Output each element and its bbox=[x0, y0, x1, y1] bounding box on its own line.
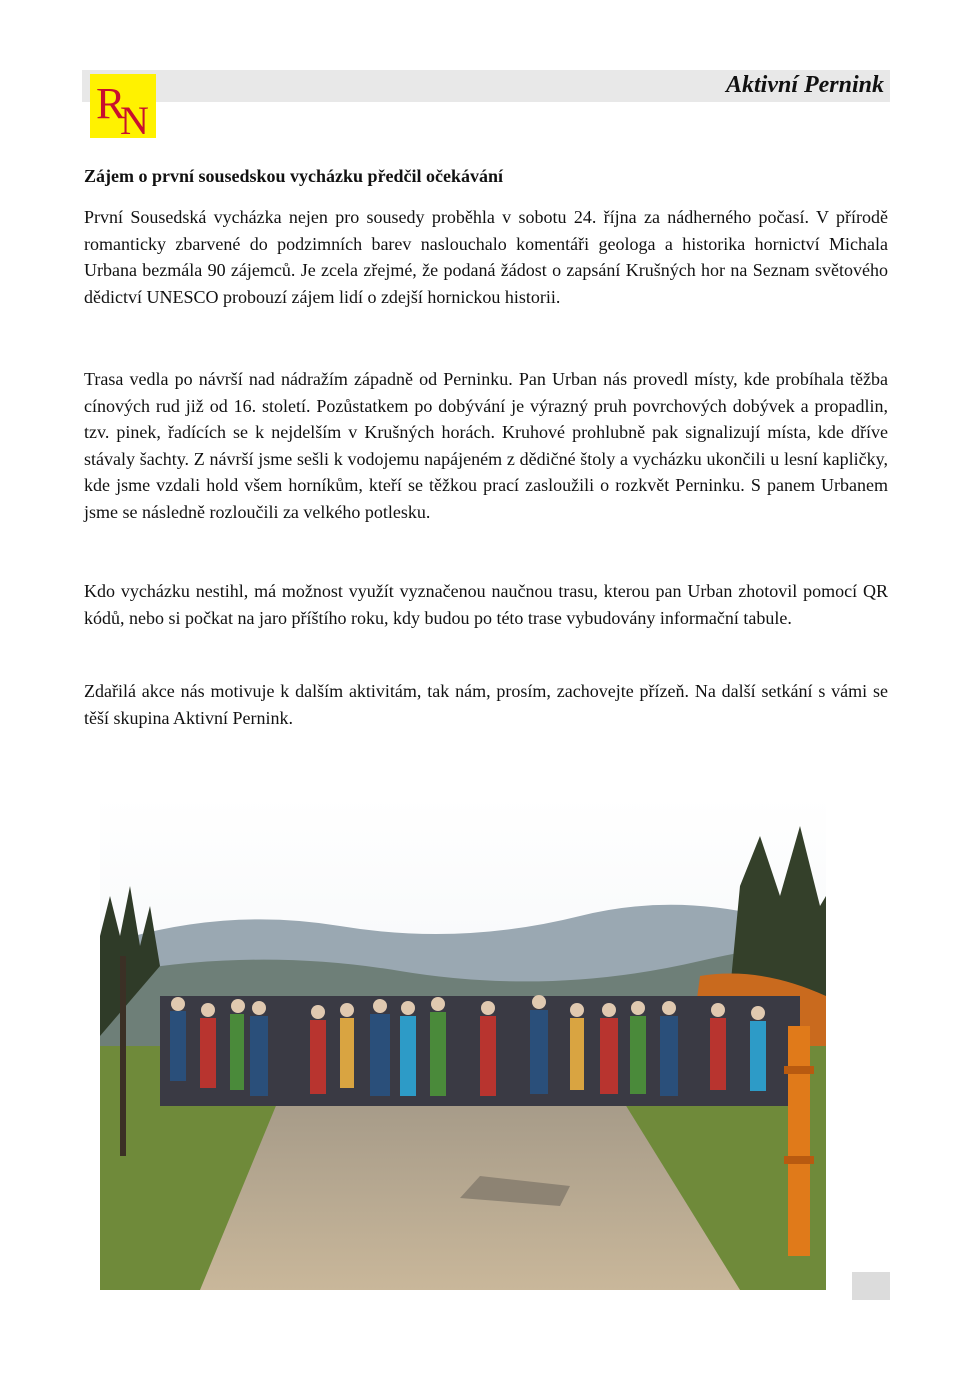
orange-post bbox=[784, 1026, 814, 1256]
paragraph-2: Trasa vedla po návrší nad nádražím západně od Perninku. Pan Urban nás provedl místy, kde probíhala těžba cínových rud již od 16. století. Pozůstatkem po dobývání je výrazný pruh povrchových dobývek a propadlin, tzv. pinek, řadících se k nejdelším v Krušných horách. Kruhové prohlubně pak signalizují místa, kde dříve stávaly šachty. Z návrší jsme sešli k vodojemu napájeném z dědičné štoly a vycházku ukončili u lesní kapličky, kde jsme vzdali hold všem horníkům, kteří se těžkou prací zasloužili o rozkvět Perninku. S panem Urbanem jsme se následně rozloučili za velkého potlesku. bbox=[84, 369, 888, 522]
group-photo bbox=[100, 796, 826, 1290]
svg-text:R: R bbox=[96, 79, 126, 128]
page-title: Aktivní Pernink bbox=[725, 72, 884, 98]
logo-icon bbox=[90, 74, 156, 138]
page-corner-block bbox=[852, 1272, 890, 1300]
header-bar bbox=[82, 70, 890, 102]
photo-illustration bbox=[100, 796, 826, 1290]
logo bbox=[90, 74, 156, 138]
paragraph-4: Zdařilá akce nás motivuje k dalším aktivitám, tak nám, prosím, zachovejte přízeň. Na další setkání s vámi se těší skupina Aktivní Pernink. bbox=[84, 681, 888, 728]
svg-text:N: N bbox=[120, 98, 149, 138]
crowd bbox=[160, 995, 800, 1106]
paragraph-3: Kdo vycházku nestihl, má možnost využít vyznačenou naučnou trasu, kterou pan Urban zhotovil pomocí QR kódů, nebo si počkat na jaro příštího roku, kdy budou po této trase vybudovány informační tabule. bbox=[84, 581, 888, 628]
article-title: Zájem o první sousedskou vycházku předčil očekávání bbox=[84, 166, 504, 186]
signpost bbox=[120, 956, 126, 1156]
paragraph-1: První Sousedská vycházka nejen pro sousedy proběhla v sobotu 24. října za nádherného počasí. V přírodě romanticky zbarvené do podzimních barev naslouchalo komentáři geologa a historika hornictví Michala Urbana bezmála 90 zájemců. Je zcela zřejmé, že podaná žádost o zapsání Krušných hor na Seznam světového dědictví UNESCO probouzí zájem lidí o zdejší hornickou historii. bbox=[84, 207, 888, 307]
